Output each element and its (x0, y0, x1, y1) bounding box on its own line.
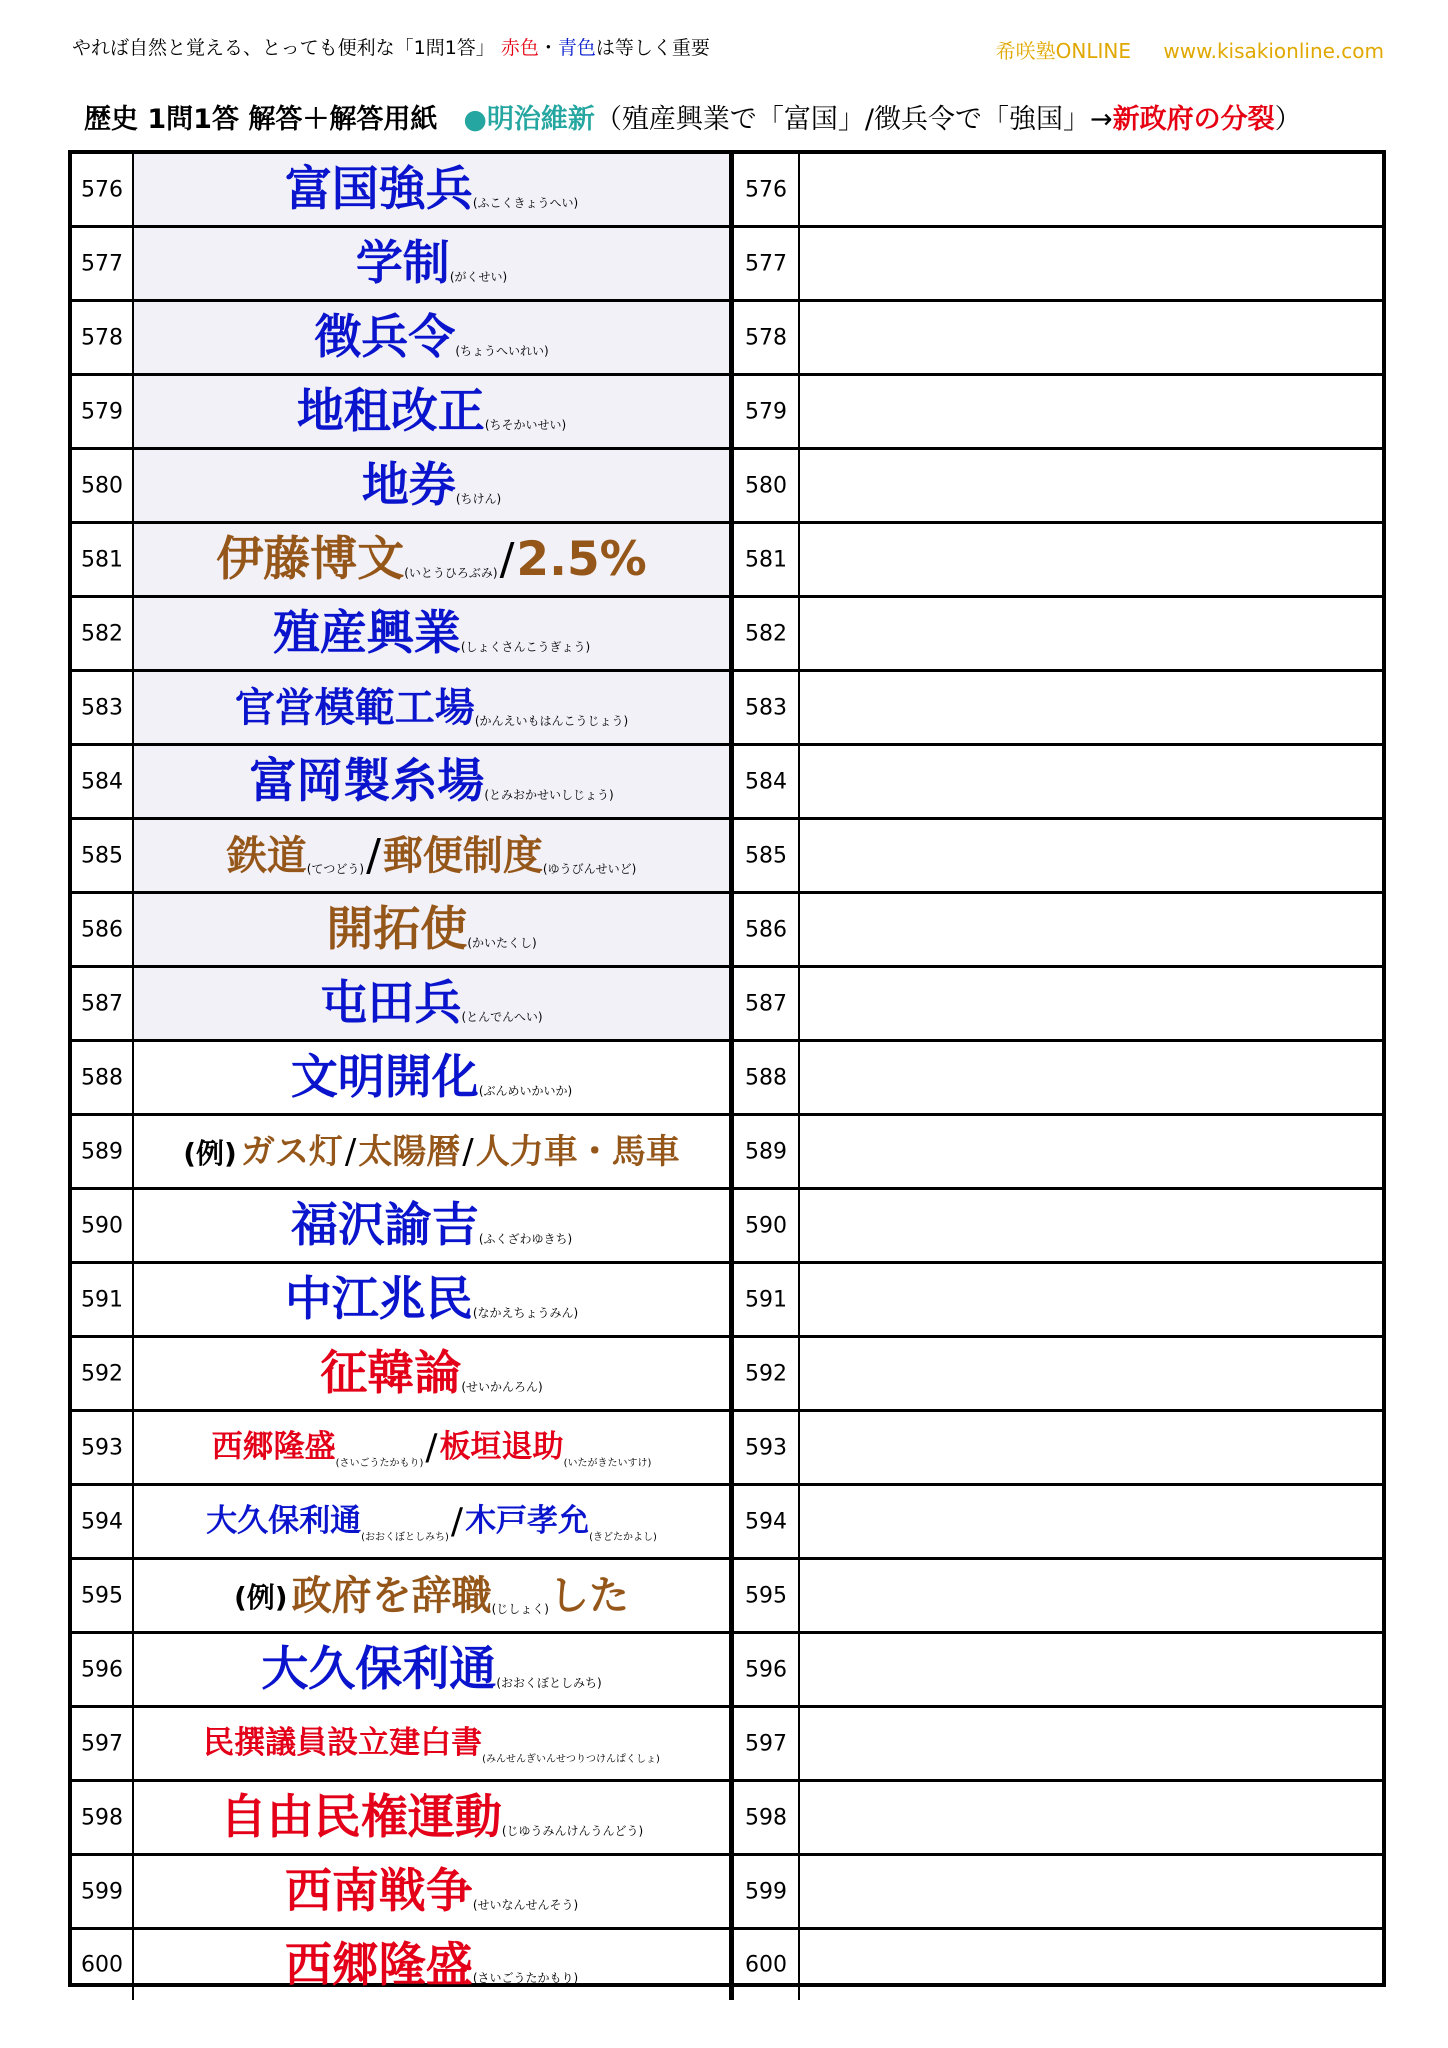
page-title (84, 97, 1302, 136)
question-number-blank: 588 (745, 1065, 787, 1090)
question-number-blank: 597 (745, 1731, 787, 1756)
answer-reading: (みんせんぎいんせつりつけんぱくしょ) (482, 1754, 660, 1765)
blank-answer-field[interactable] (800, 302, 1382, 376)
blank-answer-field[interactable] (800, 450, 1382, 524)
blank-answer-field[interactable] (800, 1264, 1382, 1338)
teal-dot-icon: ● (463, 104, 487, 135)
separator-slash: / (462, 1131, 474, 1172)
question-number-blank: 598 (745, 1805, 787, 1830)
table-row (72, 968, 1382, 1042)
answer-reading: (ちけん) (455, 492, 502, 506)
answer-cell (134, 1782, 734, 1856)
table-row (72, 1190, 1382, 1264)
table-row (72, 1634, 1382, 1708)
answer-text: 地券 (361, 458, 456, 513)
question-number-blank: 587 (745, 991, 787, 1016)
question-number: 587 (81, 991, 123, 1016)
answer-text: 徴兵令 (314, 310, 456, 365)
question-number: 585 (81, 843, 123, 868)
blank-answer-field[interactable] (800, 1412, 1382, 1486)
answer-text: 地租改正 (296, 384, 485, 439)
table-row (72, 1708, 1382, 1782)
answer-cell (134, 672, 734, 746)
answer-sheet (68, 150, 1386, 1993)
table-row (72, 302, 1382, 376)
question-number: 581 (81, 547, 123, 572)
table-row (72, 672, 1382, 746)
table-row (72, 598, 1382, 672)
answer-cell (134, 376, 734, 450)
tagline-dot: ・ (538, 37, 558, 59)
separator-slash: / (344, 1131, 357, 1172)
table-row (72, 746, 1382, 820)
question-number: 584 (81, 769, 123, 794)
question-number-blank: 594 (745, 1509, 787, 1534)
answer-text: 伊藤博文 (216, 532, 405, 587)
blank-answer-field[interactable] (800, 1042, 1382, 1116)
question-number-blank: 586 (745, 917, 787, 942)
answer-cell (134, 1856, 734, 1930)
question-number-blank: 583 (745, 695, 787, 720)
answer-cell (134, 154, 734, 228)
answer-reading: (とんでんへい) (461, 1010, 543, 1024)
answer-cell (134, 1412, 734, 1486)
tagline-red-word: 赤色 (500, 37, 539, 59)
blank-answer-field[interactable] (800, 672, 1382, 746)
answer-reading: (ふくざわゆきち) (478, 1232, 573, 1246)
blank-answer-field[interactable] (800, 154, 1382, 228)
answer-cell (134, 1708, 734, 1782)
table-row (72, 894, 1382, 968)
title-close: ） (1274, 104, 1302, 135)
question-number: 578 (81, 325, 123, 350)
question-number: 586 (81, 917, 123, 942)
answer-cell (134, 598, 734, 672)
question-number: 580 (81, 473, 123, 498)
question-number-blank: 577 (745, 251, 787, 276)
answer-reading: (せいなんせんそう) (472, 1898, 579, 1912)
answer-reading: (じしょく) (491, 1602, 549, 1616)
blank-answer-field[interactable] (800, 1116, 1382, 1190)
question-number: 591 (81, 1287, 123, 1312)
answer-cell (134, 1264, 734, 1338)
table-row (72, 1856, 1382, 1930)
question-number: 582 (81, 621, 123, 646)
table-row (72, 524, 1382, 598)
tagline-main: やれば自然と覚える、とっても便利な「1問1答」 (72, 37, 495, 59)
answer-text: ガス灯 (240, 1131, 343, 1172)
answer-cell (134, 1338, 734, 1412)
answer-text: 大久保利通 (261, 1642, 497, 1697)
answer-cell (134, 894, 734, 968)
answer-reading-secondary: (きどたかよし) (589, 1532, 657, 1543)
question-number: 593 (81, 1435, 123, 1460)
question-number-blank: 590 (745, 1213, 787, 1238)
question-number: 597 (81, 1731, 123, 1756)
answer-text: 中江兆民 (284, 1272, 473, 1327)
answer-text: 大久保利通 (206, 1503, 362, 1539)
table-row (72, 820, 1382, 894)
answer-cell (134, 1930, 734, 2000)
answer-text: 西郷隆盛 (211, 1429, 336, 1465)
question-number-blank: 580 (745, 473, 787, 498)
answer-cell (134, 1560, 734, 1634)
answer-reading: (とみおかせいしじょう) (484, 788, 614, 802)
answer-text: 鉄道 (226, 832, 307, 879)
question-number: 588 (81, 1065, 123, 1090)
answer-reading: (せいかんろん) (461, 1380, 543, 1394)
question-number-blank: 591 (745, 1287, 787, 1312)
answer-text: 富国強兵 (284, 162, 473, 217)
answer-cell (134, 820, 734, 894)
answer-text-tertiary: 人力車・馬車 (475, 1131, 680, 1172)
answer-text: 官営模範工場 (234, 684, 475, 731)
question-number-blank: 578 (745, 325, 787, 350)
answer-reading: (いとうひろぶみ) (404, 566, 498, 580)
answer-reading: (ぶんめいかいか) (478, 1084, 573, 1098)
table-row (72, 154, 1382, 228)
blank-answer-field[interactable] (800, 524, 1382, 598)
blank-answer-field[interactable] (800, 1486, 1382, 1560)
blank-answer-field[interactable] (800, 1560, 1382, 1634)
answer-text-secondary: 2.5% (516, 532, 647, 587)
answer-cell (134, 746, 734, 820)
blank-answer-field[interactable] (800, 598, 1382, 672)
answer-text: 征韓論 (320, 1346, 462, 1401)
answer-reading-secondary: (いたがきたいすけ) (563, 1458, 652, 1469)
example-prefix: (例) (234, 1580, 288, 1614)
blank-answer-field[interactable] (800, 1782, 1382, 1856)
table-row (72, 1560, 1382, 1634)
separator-slash: / (366, 830, 381, 881)
title-main: 歴史 1問1答 解答＋解答用紙 (84, 104, 438, 135)
separator-slash: / (425, 1427, 438, 1468)
answer-reading: (がくせい) (449, 270, 508, 284)
answer-cell (134, 1486, 734, 1560)
question-number-blank: 581 (745, 547, 787, 572)
question-number-blank: 579 (745, 399, 787, 424)
question-number-blank: 593 (745, 1435, 787, 1460)
question-number-blank: 584 (745, 769, 787, 794)
table-row (72, 450, 1382, 524)
blank-answer-field[interactable] (800, 894, 1382, 968)
answer-reading: (じゆうみんけんうんどう) (501, 1824, 644, 1838)
question-number-blank: 589 (745, 1139, 787, 1164)
question-number: 595 (81, 1583, 123, 1608)
answer-reading: (ふこくきょうへい) (472, 196, 579, 210)
header-tagline (72, 33, 710, 60)
answer-text: 富岡製糸場 (249, 754, 485, 809)
title-topic: 明治維新 (486, 104, 595, 135)
answer-reading: (なかえちょうみん) (472, 1306, 579, 1320)
blank-answer-field[interactable] (800, 820, 1382, 894)
brand (996, 35, 1384, 64)
blank-answer-field[interactable] (800, 1634, 1382, 1708)
answer-text-secondary: 板垣退助 (439, 1429, 564, 1465)
answer-text: 開拓使 (326, 902, 468, 957)
blank-answer-field[interactable] (800, 1856, 1382, 1930)
tagline-blue-word: 青色 (557, 37, 596, 59)
question-number: 589 (81, 1139, 123, 1164)
table-row (72, 228, 1382, 302)
blank-answer-field[interactable] (800, 968, 1382, 1042)
answer-reading-secondary: (ゆうびんせいど) (542, 862, 637, 876)
answer-reading: (おおくぼとしみち) (496, 1676, 602, 1690)
blank-answer-field[interactable] (800, 1338, 1382, 1412)
answer-reading: (おおくぼとしみち) (361, 1532, 449, 1543)
answer-text: 屯田兵 (320, 976, 462, 1031)
question-number-blank: 595 (745, 1583, 787, 1608)
answer-cell (134, 450, 734, 524)
answer-reading: (さいごうたかもり) (472, 1971, 579, 1985)
question-number-blank: 592 (745, 1361, 787, 1386)
question-number-blank: 585 (745, 843, 787, 868)
answer-text-secondary: 太陽暦 (358, 1131, 461, 1172)
table-row (72, 376, 1382, 450)
tagline-end: は等しく重要 (595, 37, 710, 59)
example-prefix: (例) (183, 1136, 237, 1170)
question-number: 576 (81, 177, 123, 202)
question-number-blank: 576 (745, 177, 787, 202)
question-number: 590 (81, 1213, 123, 1238)
question-number: 579 (81, 399, 123, 424)
answer-text: 民撰議員設立建白書 (203, 1725, 483, 1761)
blank-answer-field[interactable] (800, 1708, 1382, 1782)
answer-cell (134, 968, 734, 1042)
table-row (72, 1264, 1382, 1338)
question-number-blank: 596 (745, 1657, 787, 1682)
answer-reading: (ちそかいせい) (484, 418, 567, 432)
title-red-text: 新政府の分裂 (1112, 104, 1275, 135)
table-row (72, 1042, 1382, 1116)
question-number: 599 (81, 1879, 123, 1904)
answer-cell (134, 228, 734, 302)
answer-cell (134, 302, 734, 376)
answer-cell (134, 1190, 734, 1264)
blank-answer-field[interactable] (800, 1930, 1382, 2000)
table-row (72, 1338, 1382, 1412)
table-row (72, 1116, 1382, 1190)
table-row (72, 1930, 1382, 2000)
answer-text: 文明開化 (290, 1050, 479, 1105)
answer-cell (134, 1634, 734, 1708)
answer-reading: (かんえいもはんこうじょう) (474, 714, 629, 728)
question-number: 598 (81, 1805, 123, 1830)
blank-answer-field[interactable] (800, 746, 1382, 820)
brand-name: 希咲塾ONLINE (995, 39, 1132, 63)
question-number: 577 (81, 251, 123, 276)
table-row (72, 1486, 1382, 1560)
answer-text: 福沢諭吉 (290, 1198, 479, 1253)
separator-slash: / (499, 534, 515, 585)
answer-cell (134, 1116, 734, 1190)
blank-answer-field[interactable] (800, 1190, 1382, 1264)
answer-text: 西郷隆盛 (284, 1937, 473, 1993)
answer-text: 自由民権運動 (219, 1790, 502, 1845)
blank-answer-field[interactable] (800, 228, 1382, 302)
blank-answer-field[interactable] (800, 376, 1382, 450)
question-number: 583 (81, 695, 123, 720)
answer-text-secondary: した (548, 1572, 629, 1619)
answer-reading: (ちょうへいれい) (455, 344, 549, 358)
question-number: 600 (81, 1952, 123, 1978)
brand-url: www.kisakionline.com (1163, 39, 1384, 63)
answer-reading: (かいたくし) (467, 936, 537, 950)
table-row (72, 1782, 1382, 1856)
answer-text: 学制 (355, 236, 450, 291)
answer-cell (134, 1042, 734, 1116)
question-number: 594 (81, 1509, 123, 1534)
answer-text-secondary: 郵便制度 (382, 832, 543, 879)
question-number-blank: 582 (745, 621, 787, 646)
table-row (72, 1412, 1382, 1486)
answer-reading: (てつどう) (306, 862, 365, 876)
answer-text: 政府を辞職 (291, 1572, 492, 1619)
answer-reading: (しょくさんこうぎょう) (460, 640, 591, 654)
question-number: 592 (81, 1361, 123, 1386)
answer-text: 西南戦争 (284, 1864, 473, 1919)
title-subtitle: （殖産興業で「富国」/徴兵令で「強国」→ (594, 104, 1113, 135)
question-number: 596 (81, 1657, 123, 1682)
question-number-blank: 600 (745, 1952, 787, 1978)
separator-slash: / (450, 1501, 464, 1542)
answer-cell (134, 524, 734, 598)
answer-text: 殖産興業 (272, 606, 461, 661)
answer-text-secondary: 木戸孝允 (465, 1503, 590, 1539)
answer-reading: (さいごうたかもり) (335, 1458, 424, 1469)
question-number-blank: 599 (745, 1879, 787, 1904)
